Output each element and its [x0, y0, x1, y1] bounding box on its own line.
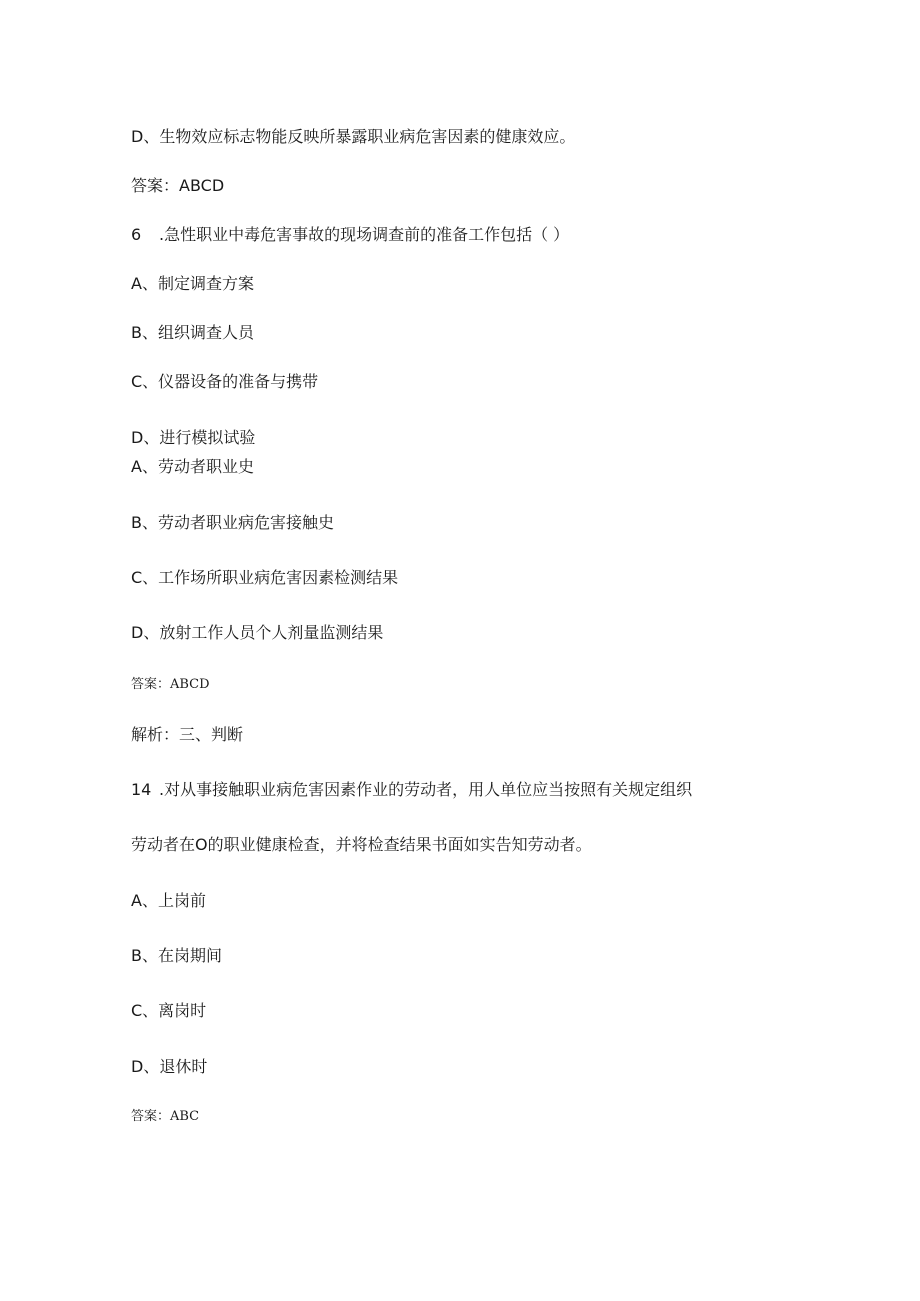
- answer-14: 答案：ABC: [131, 1109, 200, 1124]
- qh-option-b: B、劳动者职业病危害接触史: [131, 513, 334, 532]
- q6-option-a: A、制定调查方案: [131, 274, 254, 293]
- q6-option-c: C、仪器设备的准备与携带: [131, 372, 319, 391]
- q14-option-c: C、离岗时: [131, 1001, 207, 1020]
- question-14-line2: 劳动者在O的职业健康检查，并将检查结果书面如实告知劳动者。: [131, 835, 592, 854]
- question-stem: .对从事接触职业病危害因素作业的劳动者，用人单位应当按照有关规定组织: [159, 780, 693, 799]
- qh-option-a: A、劳动者职业史: [131, 457, 254, 476]
- answer-prev: 答案：ABCD: [131, 176, 225, 195]
- analysis: 解析：三、判断: [131, 725, 244, 744]
- qh-option-c: C、工作场所职业病危害因素检测结果: [131, 568, 399, 587]
- q6-option-d: D、进行模拟试验: [131, 428, 256, 447]
- q14-option-b: B、在岗期间: [131, 946, 222, 965]
- option-d-prev: D、生物效应标志物能反映所暴露职业病危害因素的健康效应。: [131, 127, 576, 146]
- q14-option-a: A、上岗前: [131, 891, 206, 910]
- q14-option-d: D、退休时: [131, 1057, 208, 1076]
- question-6: [131, 224, 569, 246]
- question-number: 14: [131, 780, 152, 799]
- q6-option-b: B、组织调查人员: [131, 323, 254, 342]
- question-number: 6: [131, 225, 142, 244]
- qh-option-d: D、放射工作人员个人剂量监测结果: [131, 623, 384, 642]
- question-stem: .急性职业中毒危害事故的现场调查前的准备工作包括（ ）: [159, 225, 570, 244]
- answer-history: 答案：ABCD: [131, 677, 210, 692]
- question-14: [131, 779, 692, 801]
